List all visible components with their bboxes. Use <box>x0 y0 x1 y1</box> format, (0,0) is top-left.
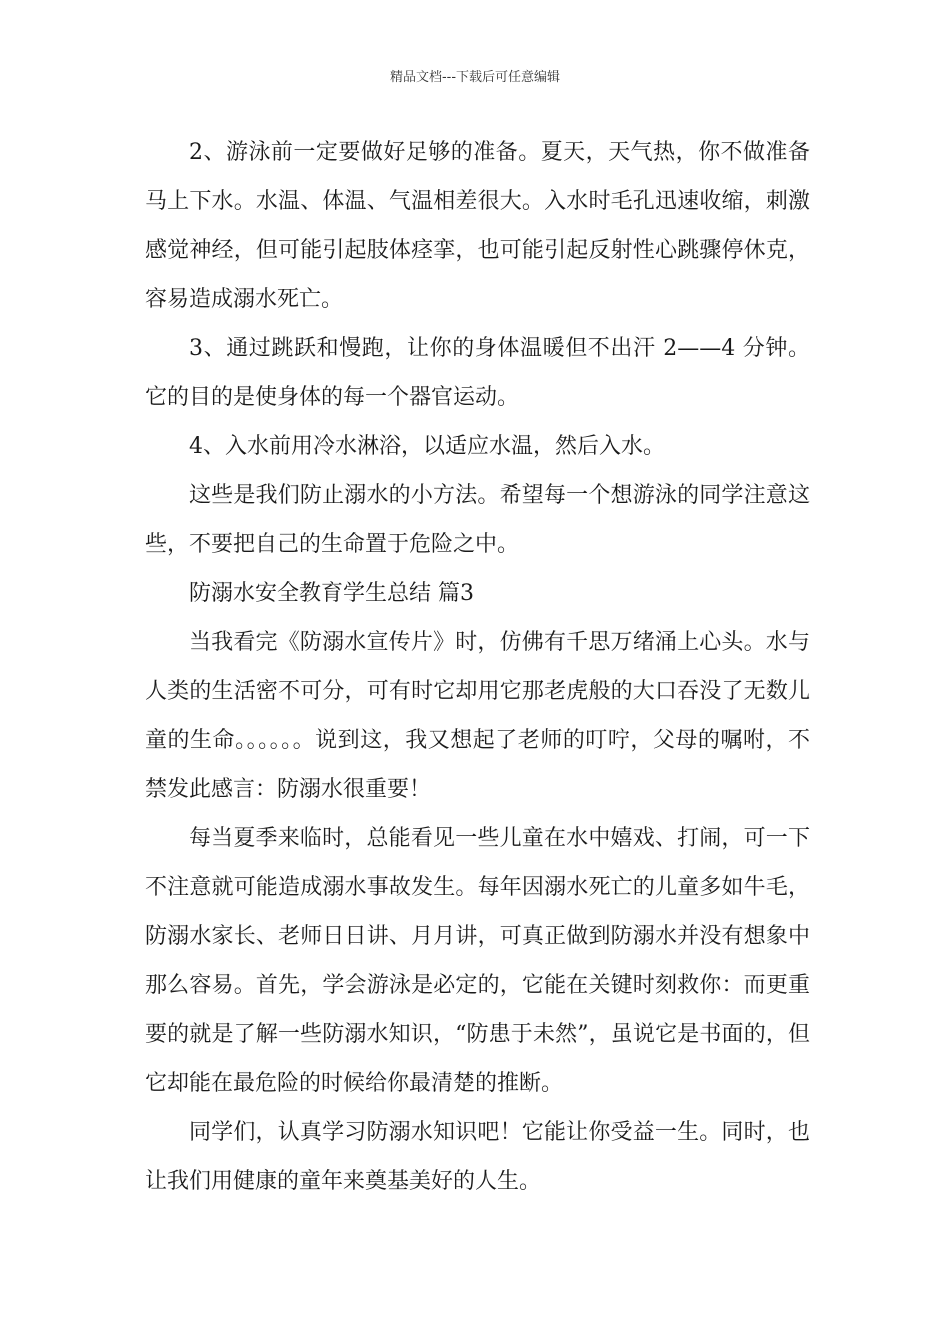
paragraph-video: 当我看完《防溺水宣传片》时，仿佛有千思万绪涌上心头。水与人类的生活密不可分，可有时它却用它那老虎般的大口吞没了无数儿童的生命。。。。。。说到这，我又想起了老师的叮咛，父母的嘱咐，不禁发此感言：防溺水很重要！ <box>145 630 810 802</box>
document-body <box>145 128 810 1206</box>
paragraph-warmup: 3、通过跳跃和慢跑，让你的身体温暖但不出汗 2——4 分钟。它的目的是使身体的每一个器官运动。 <box>145 336 810 410</box>
paragraph-shower: 4、入水前用冷水淋浴，以适应水温，然后入水。 <box>189 434 665 459</box>
section-heading: 防溺水安全教育学生总结 篇3 <box>189 581 474 606</box>
paragraph-closing: 同学们，认真学习防溺水知识吧！它能让你受益一生。同时，也让我们用健康的童年来奠基美好的人生。 <box>145 1120 810 1194</box>
paragraph-summer: 每当夏季来临时，总能看见一些儿童在水中嬉戏、打闹，可一下不注意就可能造成溺水事故发生。每年因溺水死亡的儿童多如牛毛，防溺水家长、老师日日讲、月月讲，可真正做到防溺水并没有想象中那么容易。首先，学会游泳是必定的，它能在关键时刻救你：而更重要的就是了解一些防溺水知识，“防患于未然”，虽说它是书面的，但它却能在最危险的时候给你最清楚的推断。 <box>145 826 810 1096</box>
page-header: 精品文档---下载后可任意编辑 <box>389 70 561 85</box>
paragraph-preparation: 2、游泳前一定要做好足够的准备。夏天，天气热，你不做准备马上下水。水温、体温、气温相差很大。入水时毛孔迅速收缩，刺激感觉神经，但可能引起肢体痉挛，也可能引起反射性心跳骤停休克，容易造成溺水死亡。 <box>145 140 810 312</box>
paragraph-summary: 这些是我们防止溺水的小方法。希望每一个想游泳的同学注意这些，不要把自己的生命置于危险之中。 <box>145 483 810 557</box>
